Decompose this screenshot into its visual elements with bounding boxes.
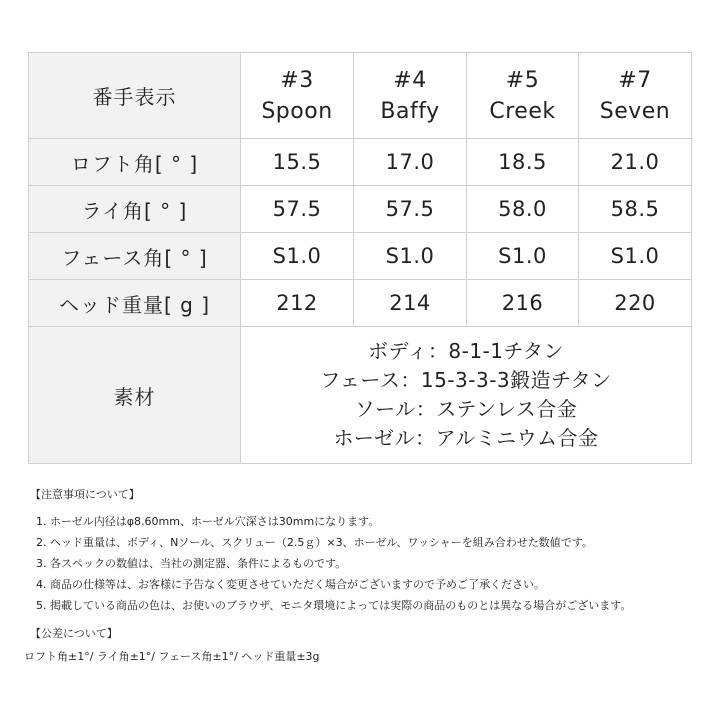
list-item-text: ヘッド重量は、ボディ、Nソール、スクリュー（2.5ｇ）×3、ホーゼル、ワッシャーを組み合わせた数値です。: [50, 536, 593, 549]
material-line: ソール：ステンレス合金: [354, 397, 578, 421]
club-name: Seven: [599, 98, 671, 124]
notes-section: [30, 486, 700, 618]
table-row-loft: [29, 139, 692, 186]
list-item: [30, 597, 700, 614]
header-label: 番手表示: [92, 85, 177, 109]
row-label: 素材: [29, 327, 241, 464]
row-label: ロフト角[ ° ]: [29, 139, 241, 186]
tolerance-heading: 【公差について】: [30, 627, 118, 640]
list-item-number: 1.: [36, 515, 47, 528]
header-column-cell: [467, 53, 579, 139]
table-header-row: [29, 53, 692, 139]
club-number: #7: [618, 67, 652, 93]
list-item-number: 2.: [36, 536, 47, 549]
row-label: ライ角[ ° ]: [29, 186, 241, 233]
list-item: [30, 576, 700, 593]
table-cell: 57.5: [241, 186, 354, 233]
club-number: #5: [505, 67, 540, 93]
table-cell: 15.5: [241, 139, 354, 186]
notes-list: [30, 513, 700, 614]
table-row-lie: [29, 186, 692, 233]
table-row-head-weight: [29, 280, 692, 327]
list-item-number: 4.: [36, 578, 47, 591]
material-line: ホーゼル：アルミニウム合金: [333, 426, 599, 450]
table-cell: S1.0: [354, 233, 467, 280]
list-item-text: 各スペックの数値は、当社の測定器、条件によるものです。: [50, 557, 347, 570]
table-cell: 21.0: [579, 139, 692, 186]
list-item-number: 3.: [36, 557, 47, 570]
table-cell: 57.5: [354, 186, 467, 233]
row-label: ヘッド重量[ g ]: [29, 280, 241, 327]
club-name: Baffy: [380, 98, 440, 124]
table-cell: S1.0: [241, 233, 354, 280]
spec-table: [28, 52, 692, 464]
club-number: #3: [280, 67, 314, 93]
table-cell: S1.0: [579, 233, 692, 280]
club-name: Spoon: [261, 98, 333, 124]
material-line: ボディ：8-1-1チタン: [367, 339, 564, 363]
table-cell: 212: [241, 280, 354, 327]
material-line: フェース：15-3-3-3鍛造チタン: [320, 368, 612, 392]
table-row-face-angle: [29, 233, 692, 280]
table-cell: 18.5: [467, 139, 579, 186]
table-cell: 58.5: [579, 186, 692, 233]
row-label: フェース角[ ° ]: [29, 233, 241, 280]
list-item-text: 掲載している商品の色は、お使いのブラウザ、モニタ環境によっては実際の商品のものとは異なる場合がございます。: [50, 599, 632, 612]
notes-heading: 【注意事項について】: [30, 488, 140, 501]
header-column-cell: [241, 53, 354, 139]
list-item: [30, 534, 700, 551]
list-item-number: 5.: [36, 599, 47, 612]
table-cell: 58.0: [467, 186, 579, 233]
table-cell: 17.0: [354, 139, 467, 186]
list-item: [30, 555, 700, 572]
list-item: [30, 513, 700, 530]
table-cell: S1.0: [467, 233, 579, 280]
header-label-cell: [29, 53, 241, 139]
header-column-cell: [579, 53, 692, 139]
table-cell: 214: [354, 280, 467, 327]
list-item-text: ホーゼル内径はφ8.60mm、ホーゼル穴深さは30mmになります。: [50, 515, 380, 528]
table-cell: 216: [467, 280, 579, 327]
material-cell: [241, 327, 692, 464]
table-cell: 220: [579, 280, 692, 327]
list-item-text: 商品の仕様等は、お客様に予告なく変更させていただく場合がございますので予めご了承ください。: [50, 578, 545, 591]
header-column-cell: [354, 53, 467, 139]
table-row-material: [29, 327, 692, 464]
club-number: #4: [393, 67, 427, 93]
club-name: Creek: [489, 98, 556, 124]
tolerance-text: ロフト角±1°/ ライ角±1°/ フェース角±1°/ ヘッド重量±3g: [24, 650, 320, 663]
